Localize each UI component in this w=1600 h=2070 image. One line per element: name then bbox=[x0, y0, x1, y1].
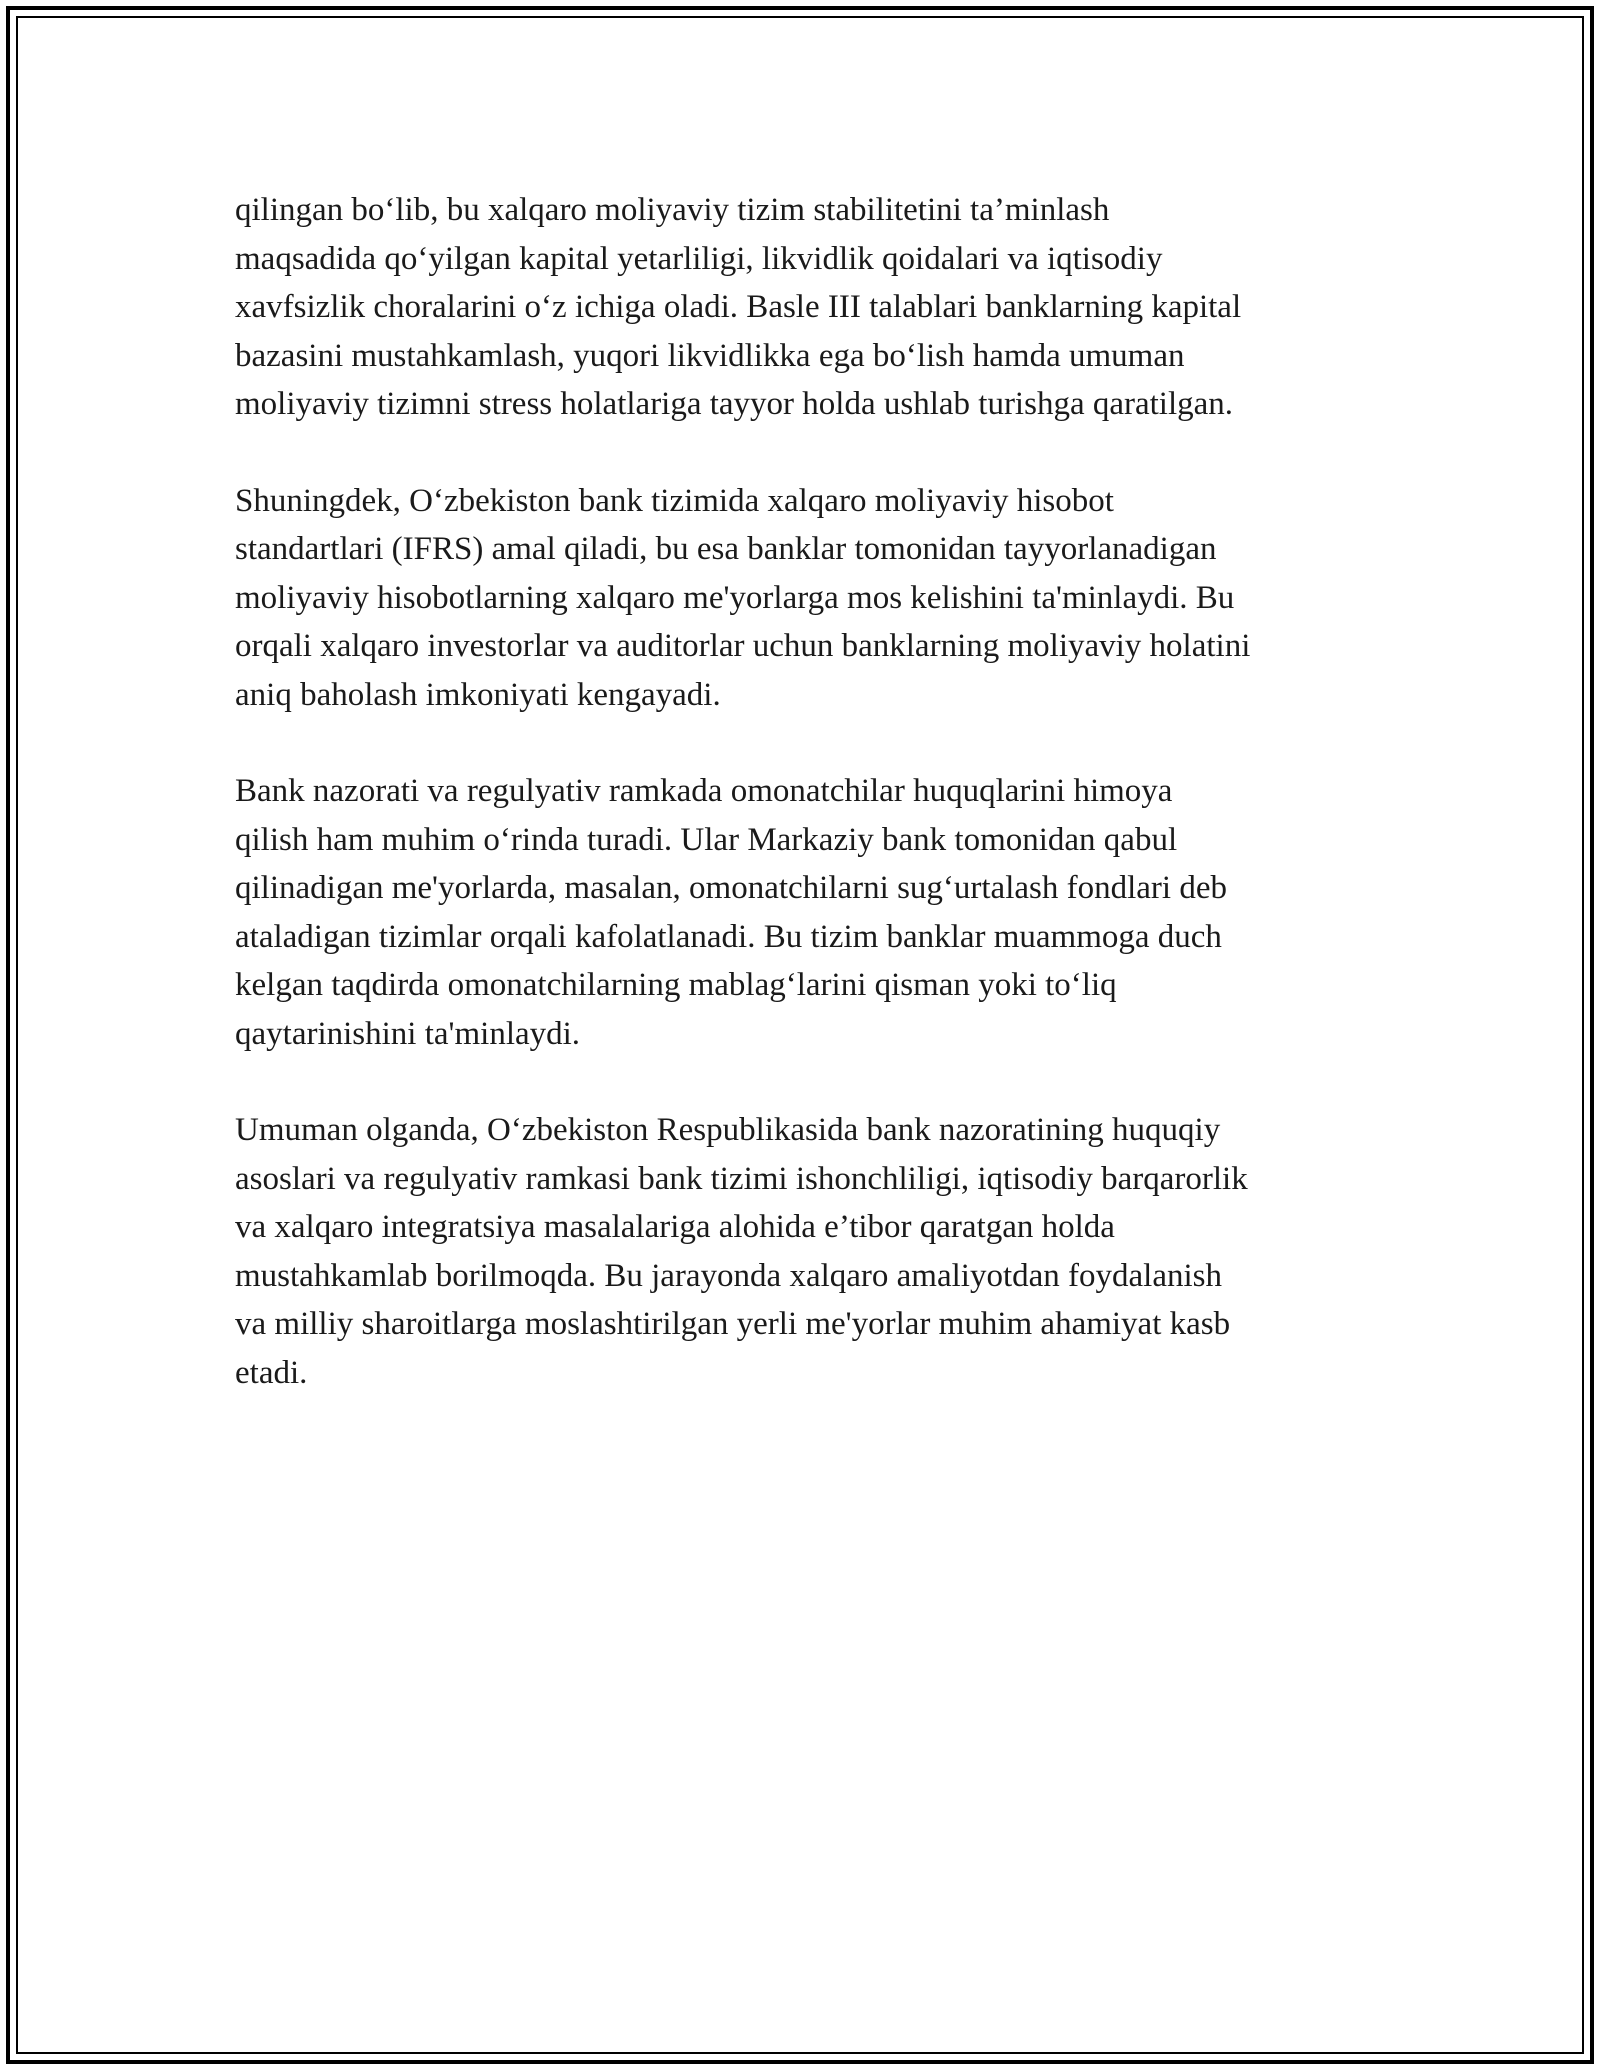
paragraph-depositor-protection bbox=[235, 767, 1375, 1058]
text-line: etadi. bbox=[235, 1354, 308, 1391]
paragraph-conclusion bbox=[235, 1106, 1375, 1397]
text-line: maqsadida qo‘yilgan kapital yetarliligi, likvidlik qoidalari va iqtisodiy bbox=[235, 240, 1163, 277]
text-line: moliyaviy tizimni stress holatlariga tayyor holda ushlab turishga qaratilgan. bbox=[235, 386, 1234, 422]
text-line: bazasini mustahkamlash, yuqori likvidlikka ega bo‘lish hamda umuman bbox=[235, 337, 1185, 374]
text-line: va milliy sharoitlarga moslashtirilgan yerli me'yorlar muhim ahamiyat kasb bbox=[235, 1306, 1231, 1342]
text-line: va xalqaro integratsiya masalalariga alohida e’tibor qaratgan holda bbox=[235, 1209, 1115, 1245]
paragraph-ifrs-standards bbox=[235, 477, 1375, 720]
text-line: Umuman olganda, O‘zbekiston Respublikasida bank nazoratining huquqiy bbox=[235, 1112, 1221, 1148]
text-line: kelgan taqdirda omonatchilarning mablag‘larini qisman yoki to‘liq bbox=[235, 967, 1117, 1003]
text-line: Bank nazorati va regulyativ ramkada omonatchilar huquqlarini himoya bbox=[235, 773, 1173, 809]
text-line: qilish ham muhim o‘rinda turadi. Ular Markaziy bank tomonidan qabul bbox=[235, 821, 1178, 858]
paragraph-basel-requirements bbox=[235, 186, 1375, 429]
text-line: mustahkamlab borilmoqda. Bu jarayonda xalqaro amaliyotdan foydalanish bbox=[235, 1257, 1222, 1294]
document-body bbox=[235, 186, 1375, 1445]
text-line: qilinadigan me'yorlarda, masalan, omonatchilarni sug‘urtalash fondlari deb bbox=[235, 870, 1227, 906]
text-line: ataladigan tizimlar orqali kafolatlanadi. Bu tizim banklar muammoga duch bbox=[235, 918, 1222, 955]
text-line: qilingan bo‘lib, bu xalqaro moliyaviy tizim stabilitetini ta’minlash bbox=[235, 192, 1110, 228]
text-line: asoslari va regulyativ ramkasi bank tizimi ishonchliligi, iqtisodiy barqarorlik bbox=[235, 1160, 1248, 1197]
text-line: orqali xalqaro investorlar va auditorlar uchun banklarning moliyaviy holatini bbox=[235, 628, 1251, 664]
text-line: Shuningdek, O‘zbekiston bank tizimida xalqaro moliyaviy hisobot bbox=[235, 482, 1114, 519]
text-line: moliyaviy hisobotlarning xalqaro me'yorlarga mos kelishini ta'minlaydi. Bu bbox=[235, 579, 1235, 616]
text-line: aniq baholash imkoniyati kengayadi. bbox=[235, 676, 721, 713]
text-line: qaytarinishini ta'minlaydi. bbox=[235, 1015, 581, 1052]
text-line: xavfsizlik choralarini o‘z ichiga oladi. Basle III talablari banklarning kapital bbox=[235, 289, 1242, 325]
text-line: standartlari (IFRS) amal qiladi, bu esa banklar tomonidan tayyorlanadigan bbox=[235, 531, 1217, 567]
